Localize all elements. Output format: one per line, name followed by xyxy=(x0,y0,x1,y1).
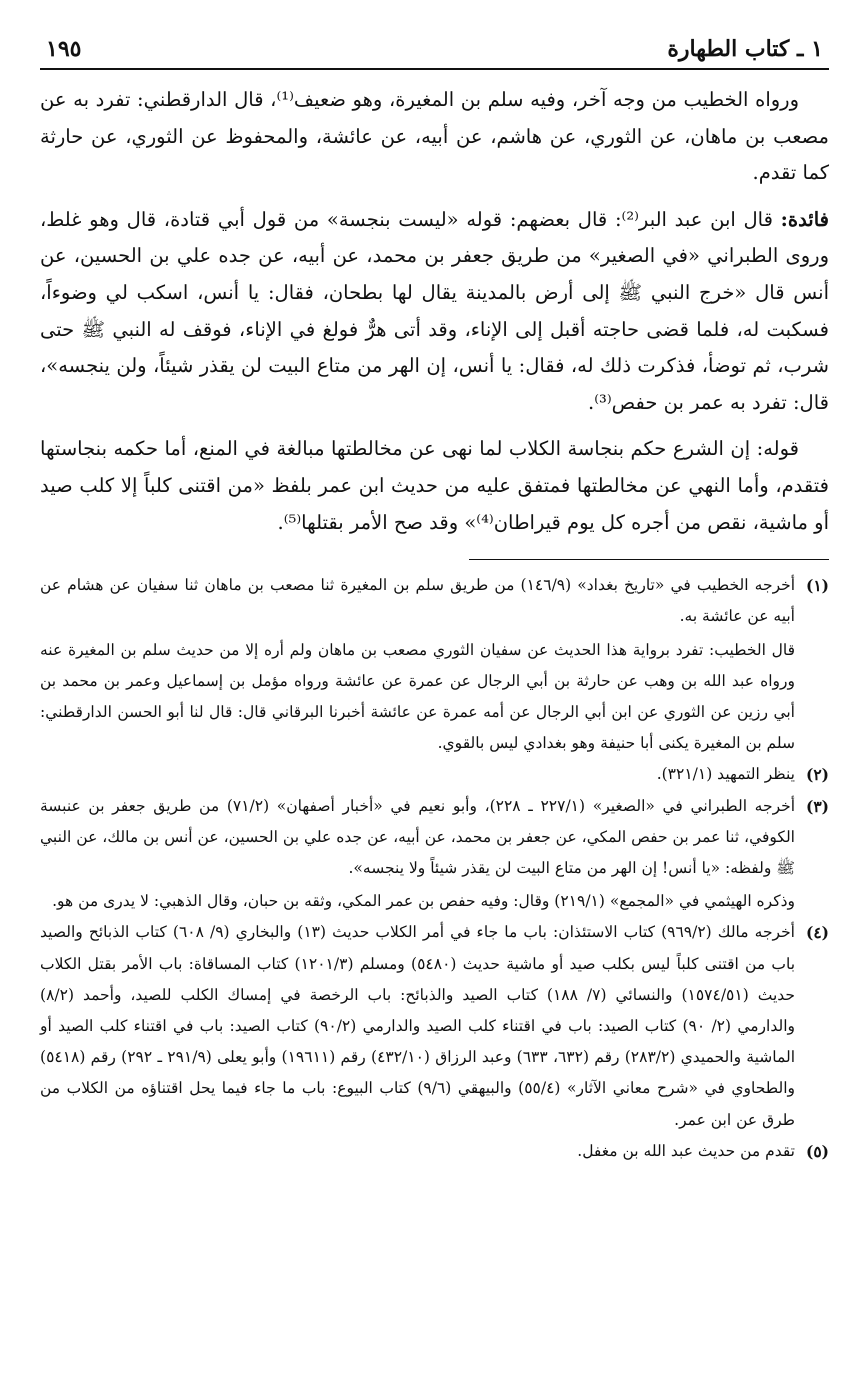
paragraph-2-text: قال ابن عبد البر⁽²⁾: قال بعضهم: قوله «ليست بنجسة» من قول أبي قتادة، قال وهو غلط، وروى الطبراني «في الصغير» من طريق جعفر بن محمد، عن أبيه، عن جده علي بن الحسين، عن أنس قال «خرج النبي ﷺ إلى أرض بالمدينة يقال لها بطحان، فقال: يا أنس، اسكب لي وضوءاً، فسكبت له، فلما قضى حاجته أقبل إلى الإناء، وقد أتى هرٌّ فولغ في الإناء، فوقف له النبي ﷺ حتى شرب، ثم توضأ، فذكرت ذلك له، فقال: يا أنس، إن الهر من متاع البيت لن يقذر شيئاً، ولن ينجسه»، قال: تفرد به عمر بن حفص⁽³⁾. xyxy=(40,207,829,414)
footnote-text: أخرجه مالك (٩٦٩/٢) كتاب الاستئذان: باب ما جاء في أمر الكلاب حديث (١٣) والبخاري (٩/ ٦٠٨) كتاب الذبائح والصيد باب من اقتنى كلباً ليس بكلب صيد أو ماشية حديث (٥٤٨٠) ومسلم (١٢٠١/٣) كتاب المساقاة: باب الأمر بقتل الكلاب حديث (١٥٧٤/٥١) والنسائي (٧/ ١٨٨) كتاب الصيد والذبائح: باب الرخصة في إمساك الكلب للصيد، وأحمد (٨/٢) والدارمي (٢/ ٩٠) كتاب الصيد: باب في اقتناء كلب الصيد والدارمي (٩٠/٢) كتاب الصيد: باب في اقتناء كلب الصيد أو الماشية والحميدي (٢٨٣/٢) رقم (٦٣٢، ٦٣٣) وعبد الرزاق (٤٣٢/١٠) رقم (١٩٦١١) وأبو يعلى (٢٩١/٩ ـ ٢٩٢) رقم (٥٤١٨) والطحاوي في «شرح معاني الآثار» (٥٥/٤) والبيهقي (٩/٦) كتاب البيوع: باب ما جاء فيما يحل اقتناؤه من الكلاب من طرق عن ابن عمر. xyxy=(40,923,796,1129)
footnote-1 xyxy=(40,570,829,759)
footnote-5 xyxy=(40,1136,829,1167)
footnote-3 xyxy=(40,791,829,918)
paragraph-1: ورواه الخطيب من وجه آخر، وفيه سلم بن المغيرة، وهو ضعيف⁽¹⁾، قال الدارقطني: تفرد به عن مصعب بن ماهان، عن الثوري، عن هاشم، عن أبيه، عن عائشة، والمحفوظ عن الثوري، عن حارثة كما تقدم. xyxy=(40,88,829,185)
footnote-text: تقدم من حديث عبد الله بن مغفل. xyxy=(577,1141,795,1160)
footnote-number: (٥) xyxy=(805,1141,829,1161)
benefit-label: فائدة: xyxy=(780,207,829,231)
footnote-text: قال الخطيب: تفرد برواية هذا الحديث عن سفيان الثوري مصعب بن ماهان ولم أره إلا من حديث سلم بن المغيرة عنه ورواه عبد الله بن وهب عن حارثة بن أبي الرجال عن عمرة عن عائشة ورواه مؤمل بن إسماعيل وعمر بن محمد بن أبي رزين عن الثوري عن ابن أبي الرجال عن أمه عمرة عن عائشة أخبرنا البرقاني قال: قال لنا أبو الحسن الدارقطني: سلم بن المغيرة يكنى أبا حنيفة وهو بغدادي ليس بالقوي. xyxy=(40,640,795,753)
main-text xyxy=(40,82,829,541)
footnote-number: (٣) xyxy=(805,796,829,816)
footnote-text: أخرجه الخطيب في «تاريخ بغداد» (١٤٦/٩) من طريق سلم بن المغيرة ثنا مصعب بن ماهان ثنا سفيان عن هشام عن أبيه عن عائشة به. xyxy=(40,576,796,626)
running-title: ١ ـ كتاب الطهارة xyxy=(667,36,823,62)
paragraph-3: قوله: إن الشرع حكم بنجاسة الكلاب لما نهى عن مخالطتها مبالغة في المنع، أما حكمه بنجاستها فتقدم، وأما النهي عن مخالطتها فمتفق عليه من حديث ابن عمر بلفظ «من اقتنى كلباً إلا كلب صيد أو ماشية، نقص من أجره كل يوم قيراطان⁽⁴⁾» وقد صح الأمر بقتلها⁽⁵⁾. xyxy=(40,437,829,534)
footnote-divider xyxy=(469,559,829,560)
footnote-2 xyxy=(40,759,829,790)
footnote-text: وذكره الهيثمي في «المجمع» (٢١٩/١) وقال: وفيه حفص بن عمر المكي، وثقه بن حبان، وقال الذهبي: لا يدرى من هو. xyxy=(52,892,795,911)
page-header xyxy=(40,28,829,70)
footnotes xyxy=(40,570,829,1167)
footnote-number: (٢) xyxy=(805,765,829,785)
paragraph-2 xyxy=(40,202,829,422)
footnote-number: (٤) xyxy=(805,923,829,943)
page-number: ١٩٥ xyxy=(46,36,82,62)
footnote-number: (١) xyxy=(805,576,829,596)
footnote-4 xyxy=(40,917,829,1135)
footnote-text: أخرجه الطبراني في «الصغير» (٢٢٧/١ ـ ٢٢٨)، وأبو نعيم في «أخبار أصفهان» (٧١/٢) من طريق جعفر بن عنبسة الكوفي، ثنا عمر بن حفص المكي، عن جعفر بن محمد، عن أبيه، عن جده علي بن الحسين، عن أنس بن مالك، عن النبي ﷺ ولفظه: «يا أنس! إن الهر من متاع البيت لن يقذر شيئاً ولا ينجسه». xyxy=(40,796,796,877)
footnote-text: ينظر التمهيد (٣٢١/١). xyxy=(656,765,795,784)
